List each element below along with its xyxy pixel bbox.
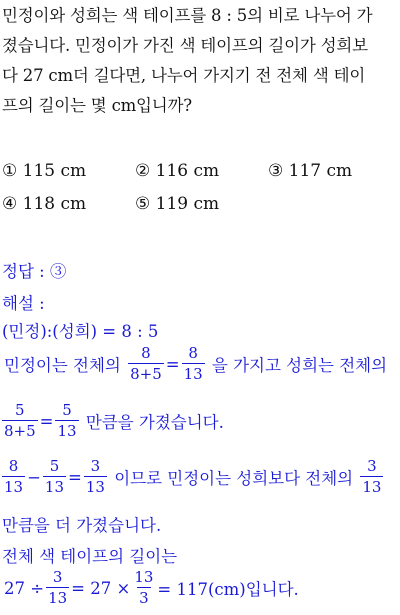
fraction <box>2 459 25 495</box>
solution-line-second-share <box>2 403 226 439</box>
fraction <box>46 570 69 606</box>
option-2[interactable] <box>135 161 219 181</box>
fraction <box>132 570 155 606</box>
fraction <box>43 459 66 495</box>
text-segment: 27 ÷ <box>4 578 45 598</box>
option-1[interactable] <box>2 161 86 181</box>
equals-sign: = <box>68 467 82 487</box>
question-line-3: 다 27 cm더 길다면, 나누어 가지기 전 전체 색 테이 <box>2 66 366 85</box>
numerator: 3 <box>367 457 377 475</box>
numerator: 13 <box>134 568 154 586</box>
option-marker: ① <box>2 161 18 181</box>
denominator: 13 <box>57 422 77 440</box>
option-text: 115 cm <box>22 161 87 181</box>
denominator: 13 <box>44 478 65 496</box>
denominator: 13 <box>362 478 382 496</box>
numerator: 8 <box>188 344 198 362</box>
denominator: 3 <box>139 589 149 607</box>
text-segment: 을 가지고 성희는 전체의 <box>211 356 388 375</box>
fraction <box>2 403 38 439</box>
question-line-2: 졌습니다. 민정이가 가진 색 테이프의 길이가 성희보 <box>2 36 368 55</box>
denominator: 13 <box>85 478 105 496</box>
equals-sign: = <box>165 354 180 374</box>
numerator: 8 <box>8 457 19 475</box>
text-segment: 민정이는 전체의 <box>4 356 121 375</box>
option-3[interactable] <box>268 161 352 181</box>
denominator: 8+5 <box>4 422 36 440</box>
numerator: 3 <box>90 457 101 475</box>
option-text: 119 cm <box>155 194 220 214</box>
solution-line-more: 만큼을 더 가졌습니다. <box>2 516 162 535</box>
text-segment: = 27 × <box>71 578 131 598</box>
ratio-line: (민정):(성희) = 8 : 5 <box>2 322 159 341</box>
fraction <box>84 459 107 495</box>
text-segment: 이므로 민정이는 성희보다 전체의 <box>114 469 354 488</box>
option-marker: ④ <box>2 194 18 214</box>
fraction <box>182 346 205 382</box>
option-marker: ⑤ <box>135 194 151 214</box>
numerator: 8 <box>141 344 151 362</box>
minus-sign: − <box>27 467 41 487</box>
option-text: 116 cm <box>155 161 220 181</box>
question-line-1: 민정이와 성희는 색 테이프를 8 : 5의 비로 나누어 가 <box>2 6 373 25</box>
option-4[interactable] <box>2 194 86 214</box>
denominator: 8+5 <box>130 365 162 383</box>
equals-sign: = <box>39 411 54 431</box>
answer-label: 정답 : ③ <box>2 262 67 281</box>
option-marker: ③ <box>268 161 284 181</box>
denominator: 13 <box>4 478 24 496</box>
solution-line-fraction-share <box>2 346 389 382</box>
explanation-label: 해설 : <box>2 294 45 313</box>
text-segment: = 117(cm)입니다. <box>157 580 299 599</box>
numerator: 3 <box>52 568 63 586</box>
numerator: 5 <box>15 401 25 419</box>
solution-line-calculation <box>2 570 301 606</box>
fraction <box>55 403 78 439</box>
text-segment: 만큼을 가졌습니다. <box>85 413 224 432</box>
numerator: 5 <box>49 457 60 475</box>
solution-line-total: 전체 색 테이프의 길이는 <box>2 547 178 566</box>
option-text: 118 cm <box>22 194 87 214</box>
option-marker: ② <box>135 161 151 181</box>
denominator: 13 <box>48 589 68 607</box>
fraction <box>128 346 164 382</box>
solution-line-difference <box>2 459 383 495</box>
option-text: 117 cm <box>288 161 353 181</box>
option-5[interactable] <box>135 194 219 214</box>
fraction <box>360 459 383 495</box>
question-line-4: 프의 길이는 몇 cm입니까? <box>2 96 192 115</box>
numerator: 5 <box>62 401 72 419</box>
denominator: 13 <box>183 365 203 383</box>
